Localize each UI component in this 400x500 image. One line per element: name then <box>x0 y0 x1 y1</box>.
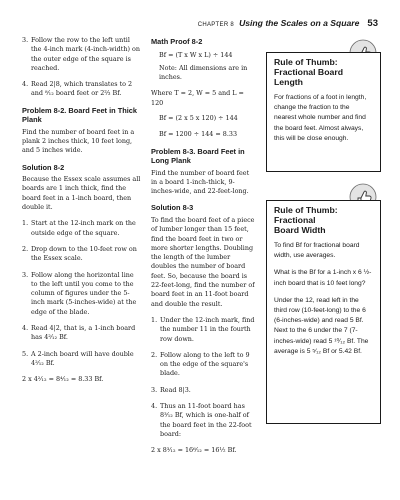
problem-heading: Problem 8-2. Board Feet in Thick Plank <box>22 105 137 125</box>
equation-step: Bf = (2 x 5 x 120) ÷ 144 <box>159 113 238 122</box>
formula-values: Where T = 2, W = 5 and L = 120 <box>151 89 244 107</box>
step-text: Drop down to the 10-feet row on the Essex scale. <box>31 244 137 263</box>
box-title: Rule of Thumb: Fractional Board Length <box>274 57 344 87</box>
column-left <box>22 36 141 392</box>
step-number: 4. <box>22 324 29 333</box>
list-item <box>22 350 141 369</box>
list-item <box>22 271 141 317</box>
list-item <box>22 219 141 238</box>
box-paragraph: To find Bf for fractional board width, use averages. <box>274 242 360 260</box>
rule-of-thumb-box-length <box>266 52 381 172</box>
solution-result: 2 x 8³⁄₁₂ = 16⁶⁄₁₂ = 16½ Bf. <box>151 446 237 455</box>
problem-heading: Problem 8-3. Board Feet in Long Plank <box>151 146 245 166</box>
step-number: 2. <box>22 244 29 253</box>
step-text: Thus an 11-foot board has 8³⁄₁₂ Bf, which is one-half of the board feet in the 22-foot board: <box>160 402 252 438</box>
box-paragraph: What is the Bf for a 1-inch x 6 ½-inch board that is 10 feet long? <box>274 269 372 287</box>
box-body <box>267 235 380 357</box>
list-item <box>151 351 256 379</box>
step-number: 3. <box>22 270 29 279</box>
step-number: 3. <box>22 36 29 44</box>
step-text: Under the 12-inch mark, find the number 11 in the fourth row down. <box>160 315 255 343</box>
page-header <box>198 18 378 29</box>
step-number: 4. <box>151 402 158 411</box>
step-number: 1. <box>22 219 29 228</box>
equation-result: Bf = 1200 ÷ 144 = 8.33 <box>159 130 238 139</box>
box-paragraph: Under the 12, read left in the third row (10-feet-long) to the 6 (6-inches-wide) and read 5 Bf. Next to the 6 under the 7 (7-inches-wide) read 5 ¹⁰⁄₁₂ Bf. The average is 5 ⁵⁄₁₂ Bf or 5.42 Bf. <box>274 296 369 355</box>
page-number: 53 <box>367 18 378 29</box>
problem-text: Find the number of board feet in a board 1-inch-thick, 9-inches-wide, and 22-feet-long. <box>151 168 250 196</box>
list-item <box>151 402 256 439</box>
step-text: A 2-inch board will have double 4²⁄₁₂ Bf. <box>31 349 134 367</box>
chapter-title: Using the Scales on a Square <box>239 18 360 28</box>
list-item <box>22 80 141 99</box>
step-text: Start at the 12-inch mark on the outside edge of the square. <box>31 219 136 237</box>
list-item <box>22 36 141 73</box>
solution-heading: Solution 8-3 <box>151 203 194 213</box>
step-number: 5. <box>22 349 29 358</box>
step-text: Follow along to the left to 9 on the edge of the square's blade. <box>160 350 250 378</box>
box-title: Rule of Thumb: Fractional Board Width <box>274 205 338 235</box>
list-item <box>151 386 256 395</box>
list-item <box>22 245 141 264</box>
step-number: 4. <box>22 80 29 89</box>
step-number: 3. <box>151 385 158 394</box>
step-number: 1. <box>151 315 158 324</box>
formula: Bf = (T x W x L) ÷ 144 <box>159 50 233 59</box>
step-text: Read 4|2, that is, a 1-inch board has 4²⁄₁₂ Bf. <box>31 324 136 342</box>
math-proof-heading: Math Proof 8-2 <box>151 37 203 46</box>
formula-note: Note: All dimensions are in inches. <box>159 63 248 82</box>
list-item <box>151 316 256 344</box>
step-text: Read 8|3. <box>160 385 191 394</box>
solution-result: 2 x 4²⁄₁₂ = 8⁴⁄₁₂ = 8.33 Bf. <box>22 375 104 384</box>
step-text: Follow the row to the left until the 4-inch mark (4-inch-width) on the outer edge of the square is reached. <box>31 36 140 72</box>
solution-intro: Because the Essex scale assumes all boards are 1 inch thick, find the board feet in a 1-inch board, then double it. <box>22 175 141 212</box>
chapter-label: CHAPTER 8 <box>197 22 235 28</box>
rule-of-thumb-box-width <box>266 200 381 424</box>
step-number: 2. <box>151 350 158 359</box>
solution-intro: To find the board feet of a piece of lumber longer than 15 feet, find the board feet in two or more shorter lengths. Doubling the length of the lumber doubles the number of board feet. So, because the board is 22-feet-long, find the number of board feet in an 11-foot board and double the result. <box>151 215 255 308</box>
column-middle <box>151 36 256 463</box>
solution-heading: Solution 8-2 <box>22 162 65 172</box>
box-body: For fractions of a foot in length, change the fraction to the nearest whole number and find the board feet. Almost always, this will be close enough. <box>274 94 367 142</box>
problem-text: Find the number of board feet in a plank 2 inches thick, 10 feet long, and 5 inches wide. <box>22 127 135 155</box>
step-text: Read 2|8, which translates to 2 and ⁸⁄₁₂ board feet or 2⅔ Bf. <box>31 80 133 98</box>
list-item <box>22 324 141 343</box>
step-text: Follow along the horizontal line to the left until you come to the column of figures under the 5-inch mark (5-inches-wide) at the edge of the blade. <box>31 270 137 316</box>
